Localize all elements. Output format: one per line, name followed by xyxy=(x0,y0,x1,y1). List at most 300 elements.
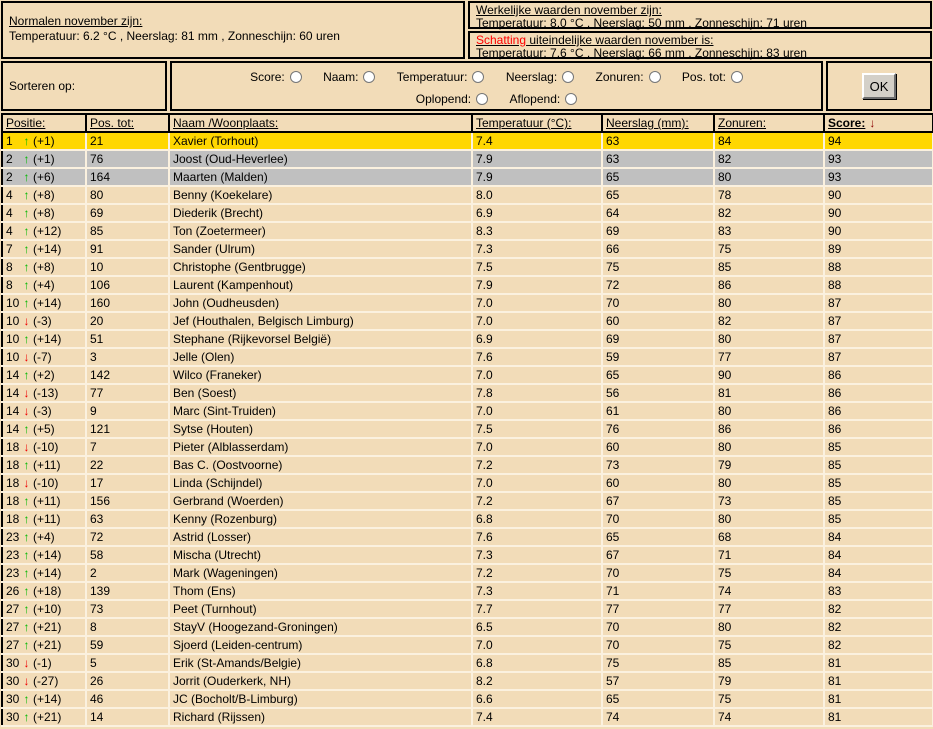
cell-position xyxy=(2,492,86,510)
position-change: (+5) xyxy=(33,422,55,436)
cell-score: 90 xyxy=(824,222,933,240)
cell-temperature: 7.3 xyxy=(472,546,602,564)
position-number: 30 xyxy=(6,692,20,706)
cell-position xyxy=(2,384,86,402)
position-change: (+21) xyxy=(33,710,62,724)
table-row xyxy=(2,690,933,708)
cell-name: Xavier (Torhout) xyxy=(169,132,472,150)
cell-pos-tot: 20 xyxy=(86,312,169,330)
position-number: 8 xyxy=(6,278,13,292)
position-change: (+14) xyxy=(33,242,62,256)
cell-name: Jef (Houthalen, Belgisch Limburg) xyxy=(169,312,472,330)
cell-position xyxy=(2,600,86,618)
position-change-arrow-icon: ↓ xyxy=(23,440,30,454)
cell-name: Sytse (Houten) xyxy=(169,420,472,438)
cell-score: 88 xyxy=(824,258,933,276)
estimate-values: Temperatuur: 7.6 °C , Neerslag: 66 mm , Zonneschijn: 83 uren xyxy=(476,46,807,60)
cell-position xyxy=(2,186,86,204)
position-number: 10 xyxy=(6,332,20,346)
ok-box xyxy=(826,61,932,111)
position-number: 14 xyxy=(6,422,20,436)
position-number: 18 xyxy=(6,476,20,490)
cell-precipitation: 70 xyxy=(602,636,714,654)
cell-position xyxy=(2,330,86,348)
cell-precipitation: 70 xyxy=(602,510,714,528)
position-change: (+14) xyxy=(33,692,62,706)
table-row xyxy=(2,132,933,150)
table-row xyxy=(2,492,933,510)
cell-sunhours: 80 xyxy=(714,438,824,456)
cell-pos-tot: 22 xyxy=(86,456,169,474)
cell-precipitation: 61 xyxy=(602,402,714,420)
header-neerslag-link[interactable]: Neerslag (mm): xyxy=(606,116,689,130)
cell-sunhours: 75 xyxy=(714,636,824,654)
sort-option-label-neerslag: Neerslag: xyxy=(505,70,558,84)
cell-score: 85 xyxy=(824,492,933,510)
position-change-arrow-icon: ↑ xyxy=(23,620,30,634)
position-change: (-13) xyxy=(33,386,59,400)
cell-precipitation: 63 xyxy=(602,150,714,168)
position-number: 30 xyxy=(6,656,20,670)
position-change-arrow-icon: ↑ xyxy=(23,494,30,508)
cell-pos-tot: 156 xyxy=(86,492,169,510)
sort-option-label-aflopend: Aflopend: xyxy=(509,92,561,106)
cell-name: Sander (Ulrum) xyxy=(169,240,472,258)
cell-temperature: 7.3 xyxy=(472,582,602,600)
cell-precipitation: 69 xyxy=(602,330,714,348)
position-change-arrow-icon: ↑ xyxy=(23,242,30,256)
position-change: (-3) xyxy=(33,404,52,418)
sort-option-label-temperatuur: Temperatuur: xyxy=(396,70,468,84)
cell-temperature: 7.5 xyxy=(472,258,602,276)
cell-pos-tot: 51 xyxy=(86,330,169,348)
sort-option-label-naam: Naam: xyxy=(323,70,359,84)
position-number: 14 xyxy=(6,386,20,400)
position-change: (-7) xyxy=(33,350,52,364)
cell-name: Mischa (Utrecht) xyxy=(169,546,472,564)
cell-sunhours: 84 xyxy=(714,132,824,150)
cell-score: 81 xyxy=(824,672,933,690)
table-row xyxy=(2,312,933,330)
header-temperatuur-link[interactable]: Temperatuur (°C): xyxy=(476,116,572,130)
cell-score: 93 xyxy=(824,150,933,168)
cell-position xyxy=(2,240,86,258)
position-change: (+10) xyxy=(33,602,62,616)
cell-score: 83 xyxy=(824,582,933,600)
cell-score: 81 xyxy=(824,654,933,672)
sort-option-zonuren xyxy=(596,70,661,84)
cell-sunhours: 73 xyxy=(714,492,824,510)
position-number: 18 xyxy=(6,494,20,508)
cell-name: StayV (Hoogezand-Groningen) xyxy=(169,618,472,636)
table-row xyxy=(2,384,933,402)
cell-score: 82 xyxy=(824,618,933,636)
sort-options-box xyxy=(170,61,823,111)
table-row xyxy=(2,240,933,258)
position-change: (+14) xyxy=(33,296,62,310)
position-change-arrow-icon: ↑ xyxy=(23,134,30,148)
cell-precipitation: 65 xyxy=(602,528,714,546)
cell-sunhours: 75 xyxy=(714,240,824,258)
table-row xyxy=(2,582,933,600)
cell-temperature: 6.9 xyxy=(472,204,602,222)
cell-pos-tot: 142 xyxy=(86,366,169,384)
cell-pos-tot: 76 xyxy=(86,150,169,168)
sort-option-temperatuur xyxy=(397,70,485,84)
sort-radio-aflopend[interactable] xyxy=(565,93,577,105)
cell-temperature: 7.6 xyxy=(472,348,602,366)
cell-score: 86 xyxy=(824,366,933,384)
position-change-arrow-icon: ↑ xyxy=(23,638,30,652)
cell-sunhours: 80 xyxy=(714,618,824,636)
cell-name: Laurent (Kampenhout) xyxy=(169,276,472,294)
cell-position xyxy=(2,312,86,330)
position-change-arrow-icon: ↓ xyxy=(23,656,30,670)
cell-pos-tot: 14 xyxy=(86,708,169,726)
cell-score: 87 xyxy=(824,312,933,330)
cell-position xyxy=(2,654,86,672)
position-number: 4 xyxy=(6,224,13,238)
position-change-arrow-icon: ↑ xyxy=(23,296,30,310)
position-number: 10 xyxy=(6,350,20,364)
position-change-arrow-icon: ↑ xyxy=(23,422,30,436)
table-row xyxy=(2,672,933,690)
normals-box xyxy=(1,1,465,59)
cell-score: 84 xyxy=(824,546,933,564)
sort-option-neerslag xyxy=(506,70,574,84)
cell-precipitation: 72 xyxy=(602,276,714,294)
cell-temperature: 7.0 xyxy=(472,312,602,330)
cell-pos-tot: 9 xyxy=(86,402,169,420)
position-change-arrow-icon: ↑ xyxy=(23,602,30,616)
position-change-arrow-icon: ↑ xyxy=(23,206,30,220)
table-row xyxy=(2,204,933,222)
position-change: (+21) xyxy=(33,638,62,652)
header-pos-tot-link[interactable]: Pos. tot: xyxy=(90,116,135,130)
cell-temperature: 7.2 xyxy=(472,492,602,510)
sort-option-label-oplopend: Oplopend: xyxy=(415,92,472,106)
position-change: (+14) xyxy=(33,566,62,580)
estimate-title-rest: uiteindelijke waarden november is: xyxy=(526,33,714,47)
cell-temperature: 7.0 xyxy=(472,636,602,654)
cell-name: Erik (St-Amands/Belgie) xyxy=(169,654,472,672)
position-change-arrow-icon: ↓ xyxy=(23,350,30,364)
cell-temperature: 6.6 xyxy=(472,690,602,708)
header-score-link[interactable]: Score: xyxy=(828,116,866,130)
position-number: 7 xyxy=(6,242,13,256)
position-change: (+21) xyxy=(33,620,62,634)
table-row xyxy=(2,294,933,312)
cell-sunhours: 78 xyxy=(714,186,824,204)
cell-name: Peet (Turnhout) xyxy=(169,600,472,618)
sort-radio-temperatuur[interactable] xyxy=(472,71,484,83)
cell-precipitation: 74 xyxy=(602,708,714,726)
position-number: 18 xyxy=(6,512,20,526)
position-change: (+4) xyxy=(33,530,55,544)
cell-name: Bas C. (Oostvoorne) xyxy=(169,456,472,474)
cell-pos-tot: 2 xyxy=(86,564,169,582)
cell-position xyxy=(2,546,86,564)
sort-field-options xyxy=(172,66,821,88)
cell-precipitation: 56 xyxy=(602,384,714,402)
position-number: 27 xyxy=(6,638,20,652)
table-row xyxy=(2,366,933,384)
cell-temperature: 7.0 xyxy=(472,294,602,312)
position-change-arrow-icon: ↓ xyxy=(23,404,30,418)
sort-option-label-score: Score: xyxy=(250,70,285,84)
cell-name: Jelle (Olen) xyxy=(169,348,472,366)
position-change: (+6) xyxy=(33,170,55,184)
cell-pos-tot: 72 xyxy=(86,528,169,546)
cell-precipitation: 67 xyxy=(602,492,714,510)
cell-precipitation: 75 xyxy=(602,654,714,672)
cell-precipitation: 60 xyxy=(602,474,714,492)
cell-sunhours: 80 xyxy=(714,294,824,312)
position-change-arrow-icon: ↑ xyxy=(23,530,30,544)
cell-pos-tot: 77 xyxy=(86,384,169,402)
cell-pos-tot: 5 xyxy=(86,654,169,672)
cell-precipitation: 65 xyxy=(602,690,714,708)
position-change: (-3) xyxy=(33,314,52,328)
cell-score: 85 xyxy=(824,438,933,456)
position-change-arrow-icon: ↑ xyxy=(23,512,30,526)
cell-name: Astrid (Losser) xyxy=(169,528,472,546)
position-change: (+1) xyxy=(33,152,55,166)
sort-option-label-zonuren: Zonuren: xyxy=(595,70,644,84)
cell-pos-tot: 106 xyxy=(86,276,169,294)
position-number: 23 xyxy=(6,548,20,562)
cell-sunhours: 82 xyxy=(714,204,824,222)
sort-radio-score[interactable] xyxy=(290,71,302,83)
table-row xyxy=(2,402,933,420)
position-change: (-27) xyxy=(33,674,59,688)
cell-pos-tot: 8 xyxy=(86,618,169,636)
cell-position xyxy=(2,150,86,168)
cell-score: 87 xyxy=(824,348,933,366)
cell-precipitation: 76 xyxy=(602,420,714,438)
cell-pos-tot: 80 xyxy=(86,186,169,204)
normals-title: Normalen november zijn: xyxy=(9,14,143,28)
position-number: 18 xyxy=(6,440,20,454)
cell-position xyxy=(2,348,86,366)
cell-temperature: 7.6 xyxy=(472,528,602,546)
cell-position xyxy=(2,510,86,528)
cell-temperature: 7.9 xyxy=(472,168,602,186)
cell-position xyxy=(2,258,86,276)
cell-temperature: 7.0 xyxy=(472,402,602,420)
position-change: (-10) xyxy=(33,476,59,490)
leaderboard-table xyxy=(1,113,933,727)
cell-position xyxy=(2,528,86,546)
position-change-arrow-icon: ↓ xyxy=(23,386,30,400)
header-neerslag xyxy=(602,114,714,132)
header-naam-link[interactable]: Naam /Woonplaats: xyxy=(173,116,279,130)
position-number: 30 xyxy=(6,710,20,724)
cell-sunhours: 80 xyxy=(714,510,824,528)
header-naam xyxy=(169,114,472,132)
position-change: (+4) xyxy=(33,278,55,292)
sort-radio-pos-tot[interactable] xyxy=(731,71,743,83)
sort-radio-zonuren[interactable] xyxy=(649,71,661,83)
position-change-arrow-icon: ↓ xyxy=(23,314,30,328)
position-change-arrow-icon: ↑ xyxy=(23,188,30,202)
cell-sunhours: 80 xyxy=(714,330,824,348)
position-change: (+14) xyxy=(33,548,62,562)
position-change-arrow-icon: ↑ xyxy=(23,566,30,580)
cell-precipitation: 77 xyxy=(602,600,714,618)
cell-name: Pieter (Alblasserdam) xyxy=(169,438,472,456)
cell-precipitation: 71 xyxy=(602,582,714,600)
sort-radio-oplopend[interactable] xyxy=(476,93,488,105)
cell-pos-tot: 21 xyxy=(86,132,169,150)
position-number: 4 xyxy=(6,206,13,220)
cell-sunhours: 74 xyxy=(714,708,824,726)
cell-name: Marc (Sint-Truiden) xyxy=(169,402,472,420)
sort-option-score xyxy=(250,70,302,84)
table-row xyxy=(2,150,933,168)
header-zonuren-link[interactable]: Zonuren: xyxy=(718,116,767,130)
cell-name: Kenny (Rozenburg) xyxy=(169,510,472,528)
cell-score: 85 xyxy=(824,474,933,492)
ok-button[interactable]: OK xyxy=(862,73,896,99)
table-row xyxy=(2,330,933,348)
position-change: (+14) xyxy=(33,332,62,346)
cell-score: 82 xyxy=(824,636,933,654)
actual-values: Temperatuur: 8.0 °C , Neerslag: 50 mm , Zonneschijn: 71 uren xyxy=(476,16,807,30)
sort-option-aflopend xyxy=(510,92,578,106)
cell-score: 85 xyxy=(824,456,933,474)
table-header-row xyxy=(2,114,933,132)
cell-temperature: 7.7 xyxy=(472,600,602,618)
sort-direction-options xyxy=(172,88,821,110)
cell-score: 88 xyxy=(824,276,933,294)
cell-name: Stephane (Rijkevorsel België) xyxy=(169,330,472,348)
cell-score: 89 xyxy=(824,240,933,258)
cell-score: 81 xyxy=(824,708,933,726)
position-change-arrow-icon: ↓ xyxy=(23,674,30,688)
cell-temperature: 8.3 xyxy=(472,222,602,240)
cell-sunhours: 80 xyxy=(714,474,824,492)
position-number: 18 xyxy=(6,458,20,472)
cell-position xyxy=(2,402,86,420)
cell-temperature: 7.0 xyxy=(472,438,602,456)
position-number: 2 xyxy=(6,152,13,166)
cell-position xyxy=(2,672,86,690)
table-row xyxy=(2,618,933,636)
position-change: (+11) xyxy=(33,512,61,526)
top-info-section xyxy=(1,1,932,59)
position-change-arrow-icon: ↑ xyxy=(23,278,30,292)
cell-score: 94 xyxy=(824,132,933,150)
cell-temperature: 7.8 xyxy=(472,384,602,402)
cell-precipitation: 69 xyxy=(602,222,714,240)
cell-temperature: 6.5 xyxy=(472,618,602,636)
cell-pos-tot: 91 xyxy=(86,240,169,258)
cell-sunhours: 86 xyxy=(714,420,824,438)
cell-precipitation: 65 xyxy=(602,168,714,186)
cell-score: 87 xyxy=(824,294,933,312)
cell-name: Wilco (Franeker) xyxy=(169,366,472,384)
cell-precipitation: 70 xyxy=(602,618,714,636)
cell-name: Maarten (Malden) xyxy=(169,168,472,186)
cell-temperature: 8.2 xyxy=(472,672,602,690)
position-change-arrow-icon: ↑ xyxy=(23,332,30,346)
sort-radio-neerslag[interactable] xyxy=(562,71,574,83)
actual-values-title: Werkelijke waarden november zijn: xyxy=(476,3,662,17)
position-number: 8 xyxy=(6,260,13,274)
cell-sunhours: 86 xyxy=(714,276,824,294)
position-change-arrow-icon: ↑ xyxy=(23,368,30,382)
cell-temperature: 6.9 xyxy=(472,330,602,348)
position-change: (+8) xyxy=(33,188,55,202)
table-row xyxy=(2,420,933,438)
table-row xyxy=(2,654,933,672)
cell-name: Christophe (Gentbrugge) xyxy=(169,258,472,276)
position-change-arrow-icon: ↑ xyxy=(23,224,30,238)
sort-option-naam xyxy=(323,70,375,84)
position-number: 27 xyxy=(6,602,20,616)
position-change-arrow-icon: ↑ xyxy=(23,548,30,562)
sort-direction-arrow-icon: ↓ xyxy=(869,116,876,130)
position-change-arrow-icon: ↑ xyxy=(23,710,30,724)
cell-name: JC (Bocholt/B-Limburg) xyxy=(169,690,472,708)
sort-option-label-pos-tot: Pos. tot: xyxy=(681,70,726,84)
cell-precipitation: 60 xyxy=(602,312,714,330)
cell-precipitation: 73 xyxy=(602,456,714,474)
cell-precipitation: 57 xyxy=(602,672,714,690)
header-zonuren xyxy=(714,114,824,132)
normals-values: Temperatuur: 6.2 °C , Neerslag: 81 mm , Zonneschijn: 60 uren xyxy=(9,29,340,43)
cell-score: 93 xyxy=(824,168,933,186)
header-temperatuur xyxy=(472,114,602,132)
position-change: (-1) xyxy=(33,656,52,670)
position-change-arrow-icon: ↑ xyxy=(23,584,30,598)
cell-name: Mark (Wageningen) xyxy=(169,564,472,582)
position-change: (+8) xyxy=(33,206,55,220)
header-positie-link[interactable]: Positie: xyxy=(6,116,46,130)
cell-position xyxy=(2,474,86,492)
cell-precipitation: 63 xyxy=(602,132,714,150)
cell-name: Benny (Koekelare) xyxy=(169,186,472,204)
cell-pos-tot: 69 xyxy=(86,204,169,222)
cell-name: Ton (Zoetermeer) xyxy=(169,222,472,240)
table-row xyxy=(2,636,933,654)
cell-precipitation: 65 xyxy=(602,366,714,384)
cell-temperature: 8.0 xyxy=(472,186,602,204)
cell-precipitation: 66 xyxy=(602,240,714,258)
position-change-arrow-icon: ↓ xyxy=(23,476,30,490)
position-change: (-10) xyxy=(33,440,59,454)
position-change: (+2) xyxy=(33,368,55,382)
sort-option-pos-tot xyxy=(682,70,743,84)
cell-name: Sjoerd (Leiden-centrum) xyxy=(169,636,472,654)
position-number: 10 xyxy=(6,296,20,310)
cell-position xyxy=(2,456,86,474)
cell-score: 84 xyxy=(824,564,933,582)
position-number: 2 xyxy=(6,170,13,184)
position-number: 23 xyxy=(6,530,20,544)
cell-sunhours: 85 xyxy=(714,654,824,672)
cell-position xyxy=(2,564,86,582)
cell-position xyxy=(2,168,86,186)
cell-temperature: 7.2 xyxy=(472,564,602,582)
top-right-column xyxy=(468,1,932,59)
sort-radio-naam[interactable] xyxy=(363,71,375,83)
cell-name: Joost (Oud-Heverlee) xyxy=(169,150,472,168)
cell-sunhours: 71 xyxy=(714,546,824,564)
cell-pos-tot: 73 xyxy=(86,600,169,618)
position-number: 10 xyxy=(6,314,20,328)
